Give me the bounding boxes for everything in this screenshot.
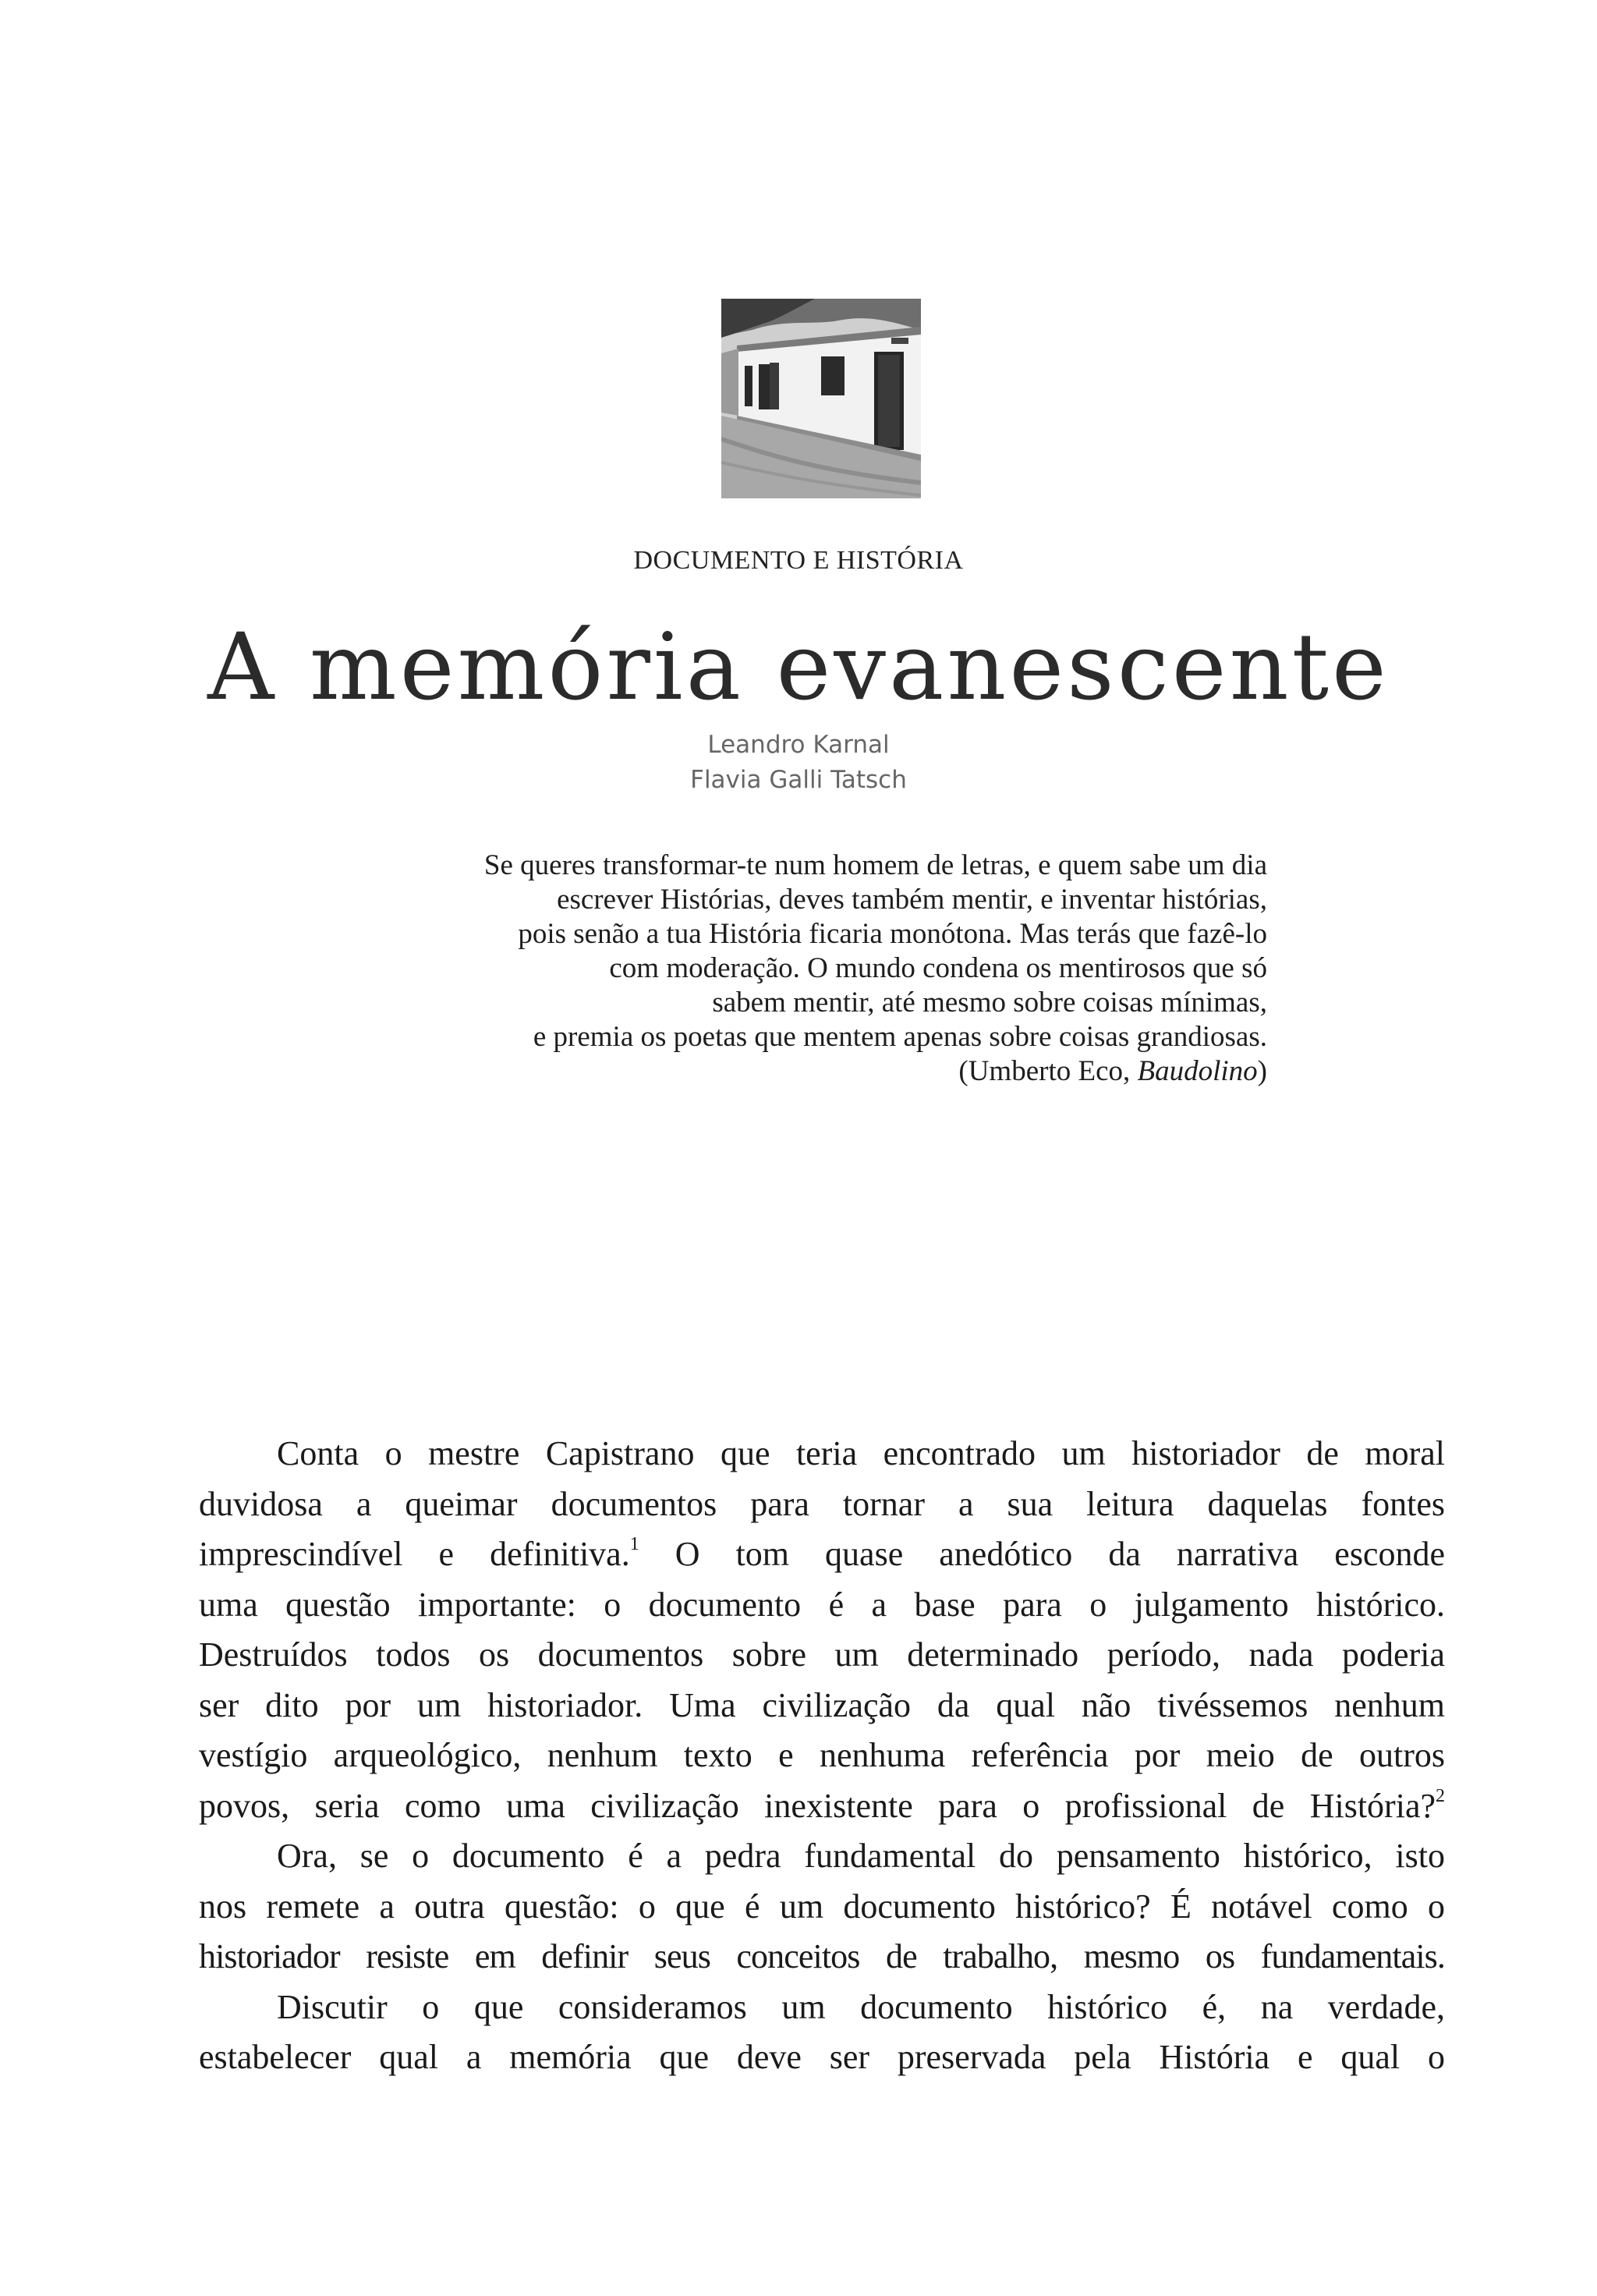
body-line: vestígio arqueológico, nenhum texto e nenhuma referência por meio de outros (199, 1736, 1445, 1774)
body-line (199, 1781, 1445, 1832)
author-name: Flavia Galli Tatsch (690, 766, 907, 794)
body-fragment: O tom quase anedótico da narrativa esconde (639, 1535, 1445, 1573)
epigraph-line: escrever Histórias, deves também mentir, e inventar histórias, (557, 884, 1267, 916)
body-line: Discutir o que consideramos um documento histórico é, na verdade, (277, 1987, 1445, 2026)
body-line: estabelecer qual a memória que deve ser preservada pela História e qual o (199, 2038, 1445, 2076)
body-fragment: imprescindível e definitiva. (199, 1535, 630, 1573)
street-photo (721, 299, 921, 498)
body-line: historiador resiste em definir seus conceitos de trabalho, mesmo os fundamentais. (199, 1937, 1445, 1975)
footnote-ref[interactable]: 1 (629, 1534, 639, 1555)
epigraph-line: com moderação. O mundo condena os mentirosos que só (609, 952, 1267, 984)
epigraph-line: e premia os poetas que mentem apenas sobre coisas grandiosas. (533, 1021, 1267, 1053)
attribution-work: Baudolino (1137, 1055, 1258, 1087)
epigraph-line: Se queres transformar-te num homem de letras, e quem sabe um dia (483, 849, 1267, 881)
epigraph-attribution (296, 1054, 1267, 1089)
body-line: uma questão importante: o documento é a base para o julgamento histórico. (199, 1585, 1445, 1624)
epigraph (296, 849, 1267, 1089)
section-label: DOCUMENTO E HISTÓRIA (633, 546, 964, 575)
body-line: duvidosa a queimar documentos para tornar a sua leitura daquelas fontes (199, 1484, 1445, 1523)
body-line: Destruídos todos os documentos sobre um determinado período, nada poderia (199, 1635, 1445, 1674)
chapter-title: A memória evanescente (207, 613, 1390, 721)
author-name: Leandro Karnal (707, 731, 890, 759)
epigraph-line: sabem mentir, até mesmo sobre coisas mínimas, (712, 987, 1267, 1019)
body-line: Conta o mestre Capistrano que teria encontrado um historiador de moral (277, 1434, 1445, 1472)
body-line (199, 1529, 1445, 1580)
body-text (199, 1429, 1445, 2083)
body-line: ser dito por um historiador. Uma civilização da qual não tivéssemos nenhum (199, 1685, 1445, 1724)
body-fragment: povos, seria como uma civilização inexistente para o profissional de História? (199, 1786, 1436, 1825)
attribution-author: (Umberto Eco, (958, 1055, 1138, 1087)
body-line: Ora, se o documento é a pedra fundamental do pensamento histórico, isto (277, 1837, 1445, 1875)
body-line: nos remete a outra questão: o que é um documento histórico? É notável como o (199, 1887, 1445, 1926)
epigraph-line: pois senão a tua História ficaria monótona. Mas terás que fazê-lo (518, 918, 1267, 950)
footnote-ref[interactable]: 2 (1436, 1785, 1445, 1806)
attribution-close: ) (1257, 1055, 1267, 1087)
